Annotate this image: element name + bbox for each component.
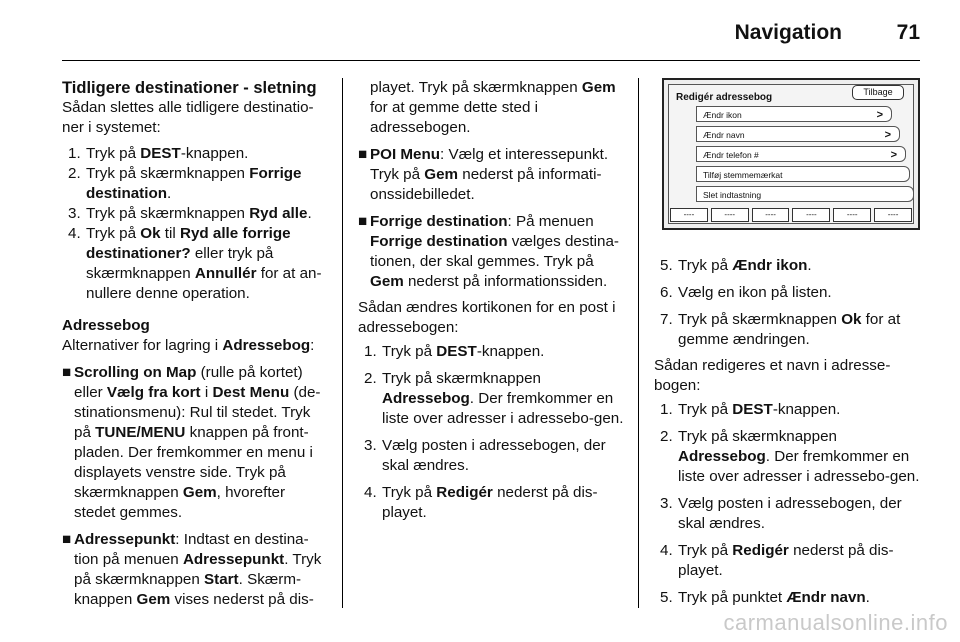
save-options-continued xyxy=(358,145,626,292)
column-divider-1 xyxy=(342,78,343,608)
watermark: carmanualsonline.info xyxy=(723,610,948,635)
column-3 xyxy=(654,78,926,608)
list-item: 5. Tryk på punktet Ændr navn. xyxy=(660,589,870,606)
add-voice-tag-item[interactable]: Tilføj stemmemærkat xyxy=(696,166,910,182)
bar-button[interactable]: ---- xyxy=(833,208,871,222)
list-item: 6. Vælg en ikon på listen. xyxy=(660,284,832,301)
section-intro: Sådan slettes alle tidligere destinatio-ner i systemet: xyxy=(62,99,314,136)
page-header xyxy=(62,0,920,61)
column-1 xyxy=(62,78,326,610)
change-name-item[interactable]: Ændr navn > xyxy=(696,126,900,142)
list-item: 5. Tryk på Ændr ikon. xyxy=(660,257,812,274)
bar-button[interactable]: ---- xyxy=(670,208,708,222)
list-item: ■ POI Menu: Vælg et interessepunkt. Tryk på Gem nederst på informati-onssidebilledet. xyxy=(358,146,609,203)
name-edit-steps xyxy=(654,400,926,608)
list-item: 1. Tryk på DEST-knappen. xyxy=(68,145,249,162)
bar-button[interactable]: ---- xyxy=(874,208,912,222)
list-item: ■ Adressepunkt: Indtast en destina-tion på menuen Adressepunkt. Tryk på skærmknappen Start. Skærm-knappen Gem vises nederst på dis- xyxy=(62,531,322,608)
screen-title: Redigér adressebog xyxy=(676,92,773,103)
list-item: 4. Tryk på Ok til Ryd alle forrige destinationer? eller tryk på skærmknappen Annullér for at an-nullere denne operation. xyxy=(68,225,322,302)
name-edit-intro: Sådan redigeres et navn i adresse-bogen: xyxy=(654,357,891,394)
edit-addressbook-screen-figure xyxy=(662,78,920,230)
icon-change-steps xyxy=(358,342,626,523)
list-item: 1. Tryk på DEST-knappen. xyxy=(660,401,841,418)
subsection-heading: Adressebog xyxy=(62,317,150,334)
list-item: 4. Tryk på Redigér nederst på dis-playet. xyxy=(660,542,894,579)
chevron-right-icon: > xyxy=(884,129,891,141)
icon-change-steps-continued xyxy=(654,256,926,350)
column-2 xyxy=(358,78,626,523)
list-item: ■ Scrolling on Map (rulle på kortet) eller Vælg fra kort i Dest Menu (de-stinationsmenu): Rul til stedet. Tryk på TUNE/MENU knappen på front-pladen. Der fremkommer en menu i displayets venstre side. Tryk på skærmknappen Gem, hvorefter stedet gemmes. xyxy=(62,364,321,521)
change-icon-item[interactable]: Ændr ikon > xyxy=(696,106,892,122)
list-item: ■ Forrige destination: På menuen Forrige destination vælges destina-tionen, der skal gemmes. Tryk på Gem nederst på informationssiden. xyxy=(358,213,619,290)
list-item: 7. Tryk på skærmknappen Ok for at gemme ændringen. xyxy=(660,311,901,348)
list-item: 4. Tryk på Redigér nederst på dis-playet. xyxy=(364,484,598,521)
list-item: 3. Vælg posten i adressebogen, der skal ændres. xyxy=(660,495,902,532)
list-item: 2. Tryk på skærmknappen Forrige destination. xyxy=(68,165,302,202)
page-title: Navigation xyxy=(734,21,842,44)
screen-bottom-bar xyxy=(670,208,912,222)
continued-text: playet. Tryk på skærmknappen Gem for at gemme dette sted i adressebogen. xyxy=(370,79,616,136)
icon-change-intro: Sådan ændres kortikonen for en post i adressebogen: xyxy=(358,299,616,336)
delete-entry-item[interactable]: Slet indtastning xyxy=(696,186,914,202)
list-item: 2. Tryk på skærmknappen Adressebog. Der fremkommer en liste over adresser i adressebo-gen. xyxy=(660,428,920,485)
save-options xyxy=(62,363,326,610)
list-item: 3. Tryk på skærmknappen Ryd alle. xyxy=(68,205,312,222)
section-heading: Tidligere destinationer - sletning xyxy=(62,79,317,97)
list-item: 3. Vælg posten i adressebogen, der skal ændres. xyxy=(364,437,606,474)
subsection-intro: Alternativer for lagring i Adressebog: xyxy=(62,337,315,354)
page-number: 71 xyxy=(896,21,920,44)
bar-button[interactable]: ---- xyxy=(792,208,830,222)
list-item: 2. Tryk på skærmknappen Adressebog. Der fremkommer en liste over adresser i adressebo-gen. xyxy=(364,370,624,427)
bar-button[interactable]: ---- xyxy=(711,208,749,222)
chevron-right-icon: > xyxy=(876,109,883,121)
column-divider-2 xyxy=(638,78,639,608)
back-button[interactable]: Tilbage xyxy=(852,85,904,100)
delete-steps xyxy=(62,144,326,304)
list-item: 1. Tryk på DEST-knappen. xyxy=(364,343,545,360)
change-phone-item[interactable]: Ændr telefon # > xyxy=(696,146,906,162)
bar-button[interactable]: ---- xyxy=(752,208,790,222)
chevron-right-icon: > xyxy=(890,149,897,161)
